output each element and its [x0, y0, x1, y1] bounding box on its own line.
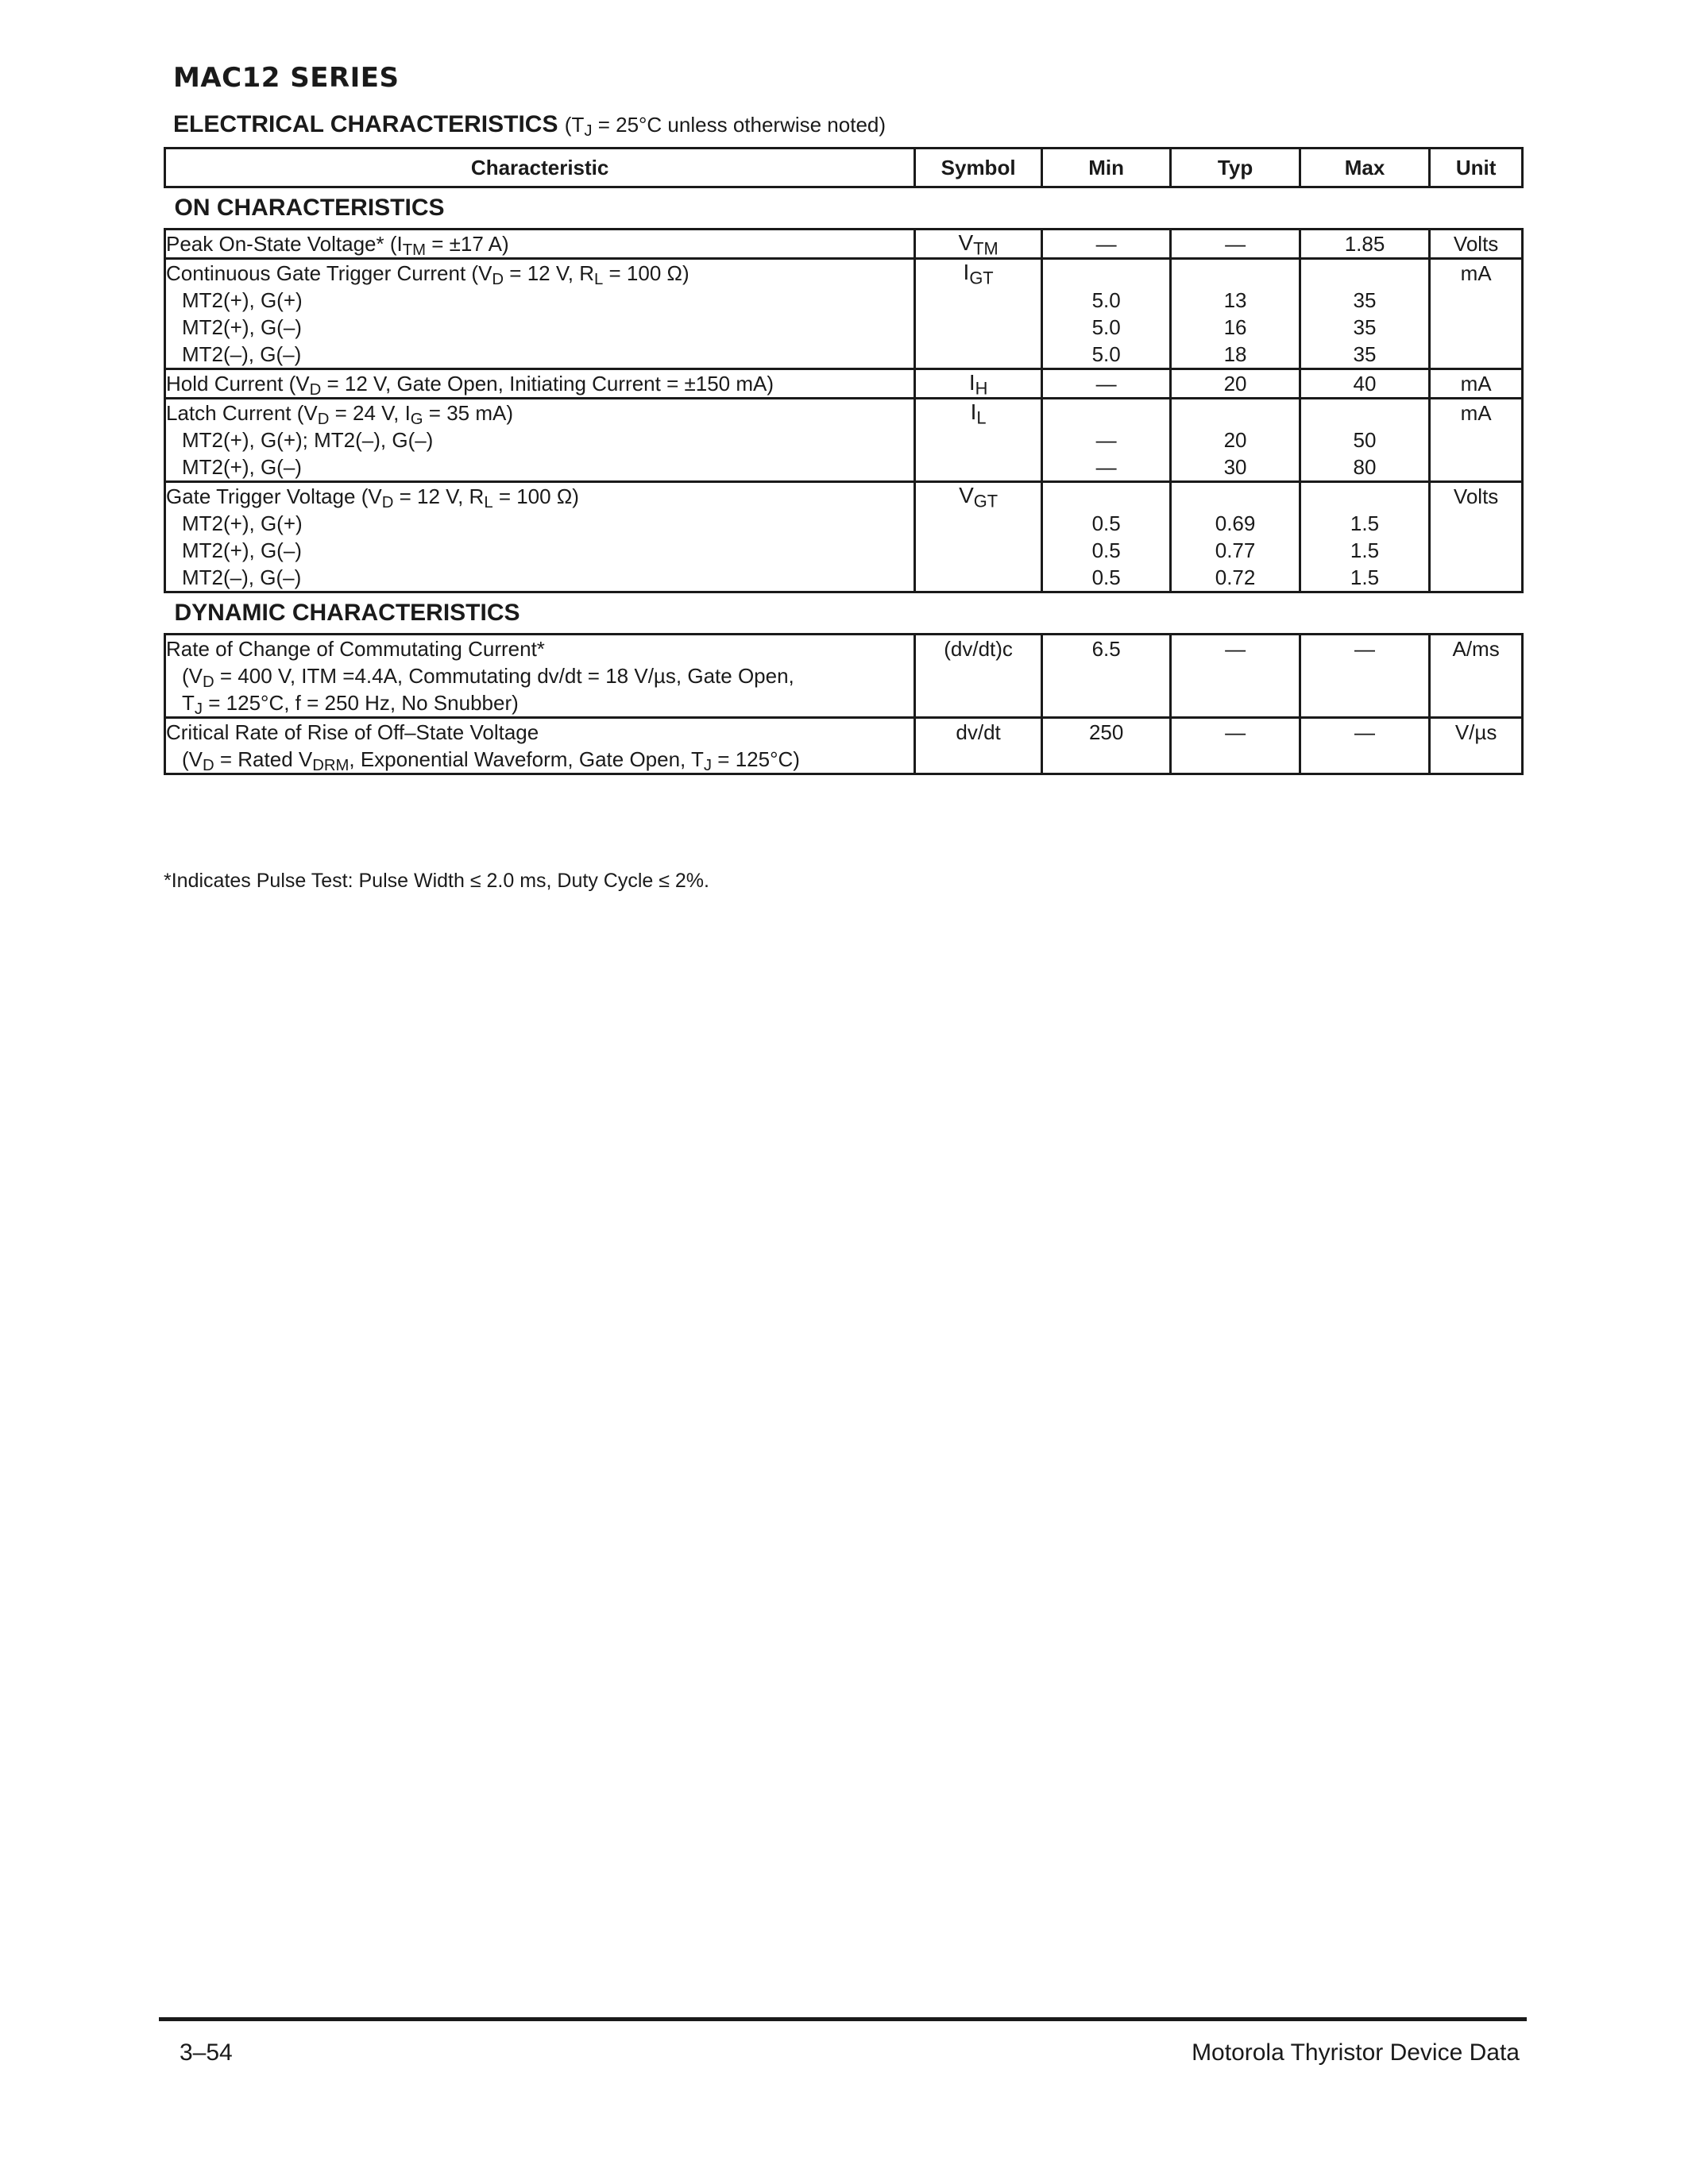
- max-cell: —: [1300, 635, 1429, 718]
- characteristic-cell: Latch Current ($V_D = 24$ V, $I_G = 35$ mA) MT2(+), G(+); MT2(–), G(–) MT2(+), G(–): [165, 399, 915, 482]
- characteristic-cell: Critical Rate of Rise of Off–State Voltage ($V_D$ = Rated $V_{DRM}$, Exponential Waveform, Gate Open, $T_J = 125^\circ C$): [165, 718, 915, 774]
- series-title: MAC12 SERIES: [173, 62, 400, 94]
- characteristic-cell: Hold Current ($V_D = 12$ V, Gate Open, Initiating Current = ±150 mA): [165, 369, 915, 399]
- max-cell: —: [1300, 718, 1429, 774]
- symbol-cell: dv/dt: [915, 718, 1042, 774]
- min-cell: —: [1041, 230, 1170, 259]
- col-header-characteristic: Characteristic: [165, 149, 915, 187]
- typ-cell: —: [1171, 718, 1300, 774]
- col-header-typ: Typ: [1171, 149, 1300, 187]
- characteristic-cell: Continuous Gate Trigger Current ($V_D = 12$ V, $R_L = 100$ Ω) MT2(+), G(+) MT2(+), G(–) MT2(–), G(–): [165, 259, 915, 369]
- unit-cell: Volts: [1430, 230, 1523, 259]
- symbol-cell: $I_{GT}$: [915, 259, 1042, 369]
- document-name: Motorola Thyristor Device Data: [1192, 2039, 1520, 2066]
- symbol-cell: $I_H$: [915, 369, 1042, 399]
- symbol-cell: $V_{TM}$: [915, 230, 1042, 259]
- col-header-min: Min: [1041, 149, 1170, 187]
- footer-rule: [159, 2017, 1527, 2021]
- typ-cell: 13 16 18: [1171, 259, 1300, 369]
- test-condition: ($T_J = 25^\circ C$ unless otherwise noted): [564, 113, 886, 141]
- section-title: ELECTRICAL CHARACTERISTICS ($T_J = 25^\circ C$ unless otherwise noted): [173, 111, 886, 141]
- col-header-max: Max: [1300, 149, 1429, 187]
- max-cell: 1.85: [1300, 230, 1429, 259]
- min-cell: 0.5 0.5 0.5: [1041, 482, 1170, 592]
- typ-cell: 0.69 0.77 0.72: [1171, 482, 1300, 592]
- page-number: 3–54: [180, 2039, 233, 2066]
- pulse-test-footnote: *Indicates Pulse Test: Pulse Width ≤ 2.0 ms, Duty Cycle ≤ 2%.: [164, 870, 709, 892]
- characteristic-cell: Gate Trigger Voltage ($V_D = 12$ V, $R_L = 100$ Ω) MT2(+), G(+) MT2(+), G(–) MT2(–), G(–): [165, 482, 915, 592]
- typ-cell: 20 30: [1171, 399, 1300, 482]
- section-row-on: [165, 187, 1523, 230]
- min-cell: — —: [1041, 399, 1170, 482]
- typ-cell: —: [1171, 635, 1300, 718]
- col-header-unit: Unit: [1430, 149, 1523, 187]
- unit-cell: A/ms: [1430, 635, 1523, 718]
- table-row-igt: [165, 259, 1523, 369]
- table-row-dvdt: [165, 718, 1523, 774]
- unit-cell: mA: [1430, 259, 1523, 369]
- max-cell: 1.5 1.5 1.5: [1300, 482, 1429, 592]
- table-header-row: [165, 149, 1523, 187]
- symbol-cell: $V_{GT}$: [915, 482, 1042, 592]
- section-row-dynamic: [165, 592, 1523, 635]
- table-row-vtm: [165, 230, 1523, 259]
- characteristic-cell: Peak On-State Voltage* ($I_{TM} = \pm 17$ A): [165, 230, 915, 259]
- unit-cell: Volts: [1430, 482, 1523, 592]
- table-row-dvdtc: [165, 635, 1523, 718]
- min-cell: —: [1041, 369, 1170, 399]
- section-label-dynamic: DYNAMIC CHARACTERISTICS: [165, 592, 1523, 635]
- characteristic-cell: Rate of Change of Commutating Current* ($V_D = 400$ V, ITM =4.4A, Commutating dv/dt = 18 V/µs, Gate Open, $T_J = 125^\circ C$, f = 250 Hz, No Snubber): [165, 635, 915, 718]
- col-header-symbol: Symbol: [915, 149, 1042, 187]
- max-cell: 40: [1300, 369, 1429, 399]
- max-cell: 35 35 35: [1300, 259, 1429, 369]
- min-cell: 250: [1041, 718, 1170, 774]
- unit-cell: V/µs: [1430, 718, 1523, 774]
- table-row-il: [165, 399, 1523, 482]
- symbol-cell: (dv/dt)c: [915, 635, 1042, 718]
- unit-cell: mA: [1430, 369, 1523, 399]
- unit-cell: mA: [1430, 399, 1523, 482]
- typ-cell: —: [1171, 230, 1300, 259]
- table-row-ih: [165, 369, 1523, 399]
- table-row-vgt: [165, 482, 1523, 592]
- min-cell: 5.0 5.0 5.0: [1041, 259, 1170, 369]
- min-cell: 6.5: [1041, 635, 1170, 718]
- typ-cell: 20: [1171, 369, 1300, 399]
- section-label-on: ON CHARACTERISTICS: [165, 187, 1523, 230]
- symbol-cell: $I_L$: [915, 399, 1042, 482]
- electrical-characteristics-table: [164, 147, 1524, 775]
- max-cell: 50 80: [1300, 399, 1429, 482]
